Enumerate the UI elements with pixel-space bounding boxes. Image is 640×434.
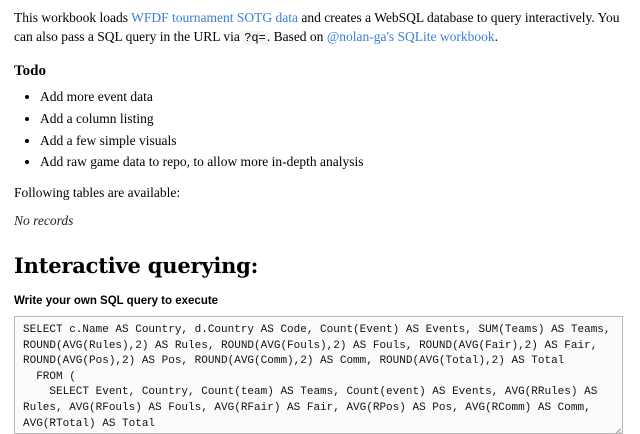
sql-query-input[interactable]: [15, 317, 622, 433]
no-records-text: No records: [14, 212, 74, 228]
list-item: • Add a column listing: [40, 109, 626, 129]
list-item: • Add a few simple visuals: [40, 131, 626, 151]
tables-available-text: Following tables are available:: [14, 184, 181, 200]
intro-text-4: .: [266, 29, 271, 45]
query-input-label: Write your own SQL query to execute: [14, 295, 219, 308]
list-item: • Add raw game data to repo, to allow more in-depth analysis: [40, 152, 626, 172]
intro-text-5: Based on: [273, 29, 327, 45]
intro-text-2: and creates a WebSQL: [297, 10, 424, 25]
intro-text-6: .: [494, 29, 499, 45]
todo-list: [14, 87, 626, 171]
sql-editor-container[interactable]: [14, 316, 623, 434]
sqlite-workbook-link[interactable]: @nolan-ga's SQLite workbook: [326, 29, 495, 45]
intro-text-3: database to query interactively. You can also pass a SQL query in the URL via: [14, 10, 620, 45]
intro-paragraph: [14, 8, 626, 47]
intro-text-1: This workbook loads: [14, 10, 132, 25]
wfdf-data-link[interactable]: WFDF tournament SOTG data: [131, 10, 298, 25]
todo-heading: Todo: [14, 63, 46, 80]
interactive-querying-title: Interactive querying:: [14, 253, 259, 279]
list-item: • Add more event data: [40, 87, 626, 107]
query-param-code: ?q=: [244, 31, 266, 46]
